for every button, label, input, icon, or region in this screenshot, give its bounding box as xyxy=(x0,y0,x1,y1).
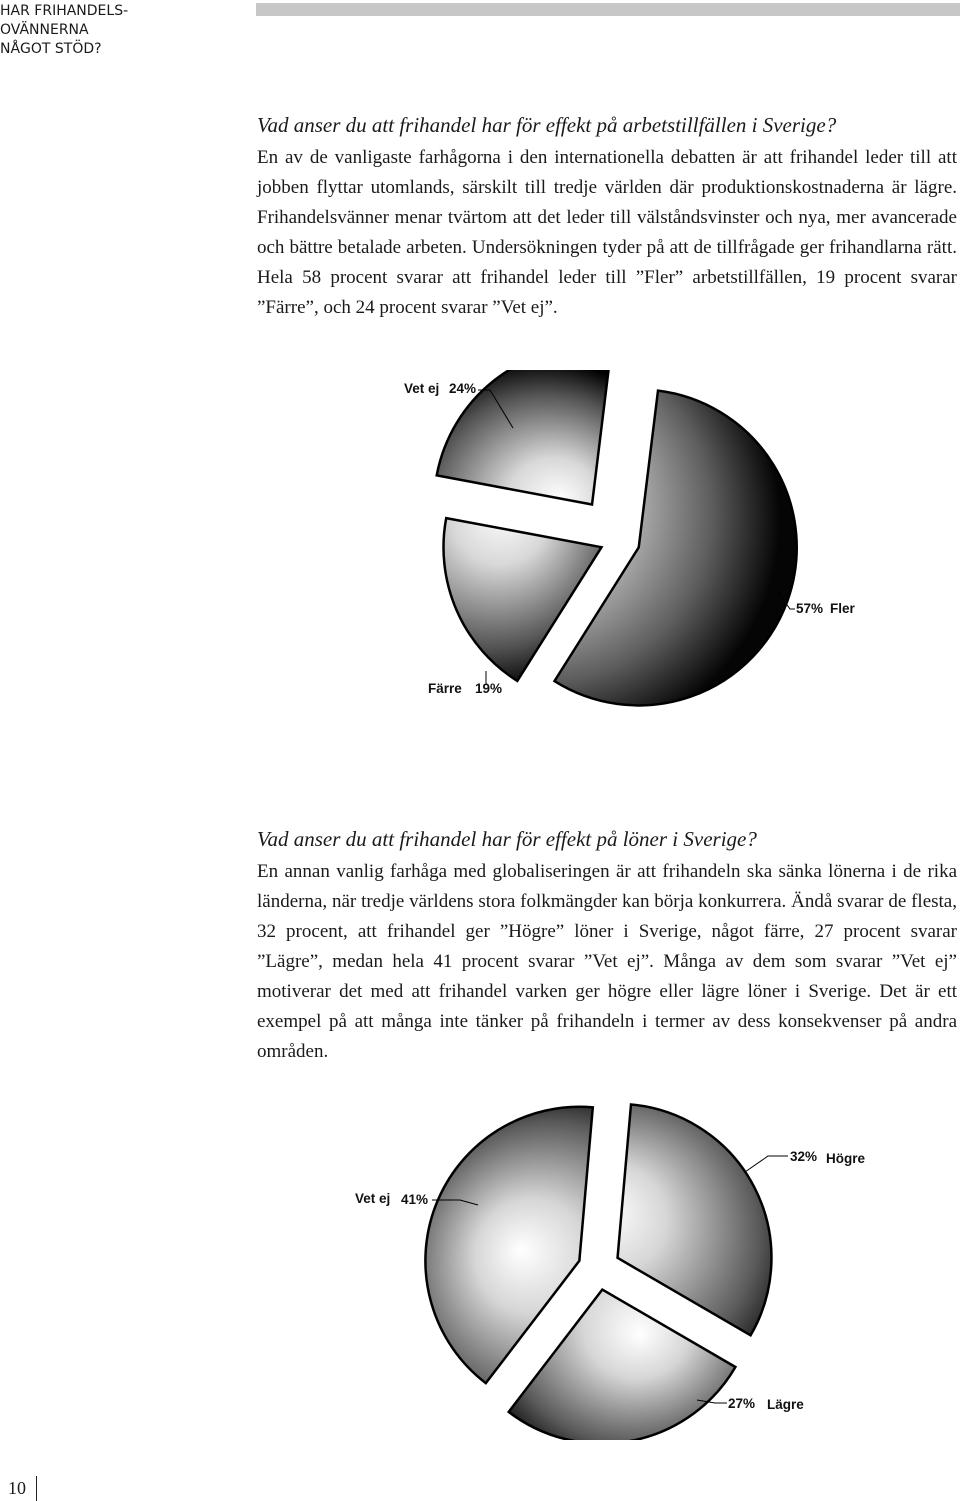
page-margin-rule xyxy=(36,1476,37,1501)
slice-value-lagre: 27% xyxy=(728,1396,756,1411)
page-number: 10 xyxy=(8,1478,26,1498)
section-heading-wages: Vad anser du att frihandel har för effekt på löner i Sverige? xyxy=(257,827,757,851)
slice-value-hogre: 32% xyxy=(790,1149,818,1164)
chapter-label-line: HAR FRIHANDELS- xyxy=(0,3,129,19)
section-body-jobs: En av de vanligaste farhågorna i den internationella debatten är att frihandel leder till att jobben flyttar utomlands, särskilt till tredje världen där produktionskostnaderna är lägre. Frihandelsvänner menar tvärtom att det leder till välståndsvinster och nya, mer avancerade och bättre betalade arbeten. Undersökningen tyder på att de tillfrågade ger frihandlarna rätt. Hela 58 procent svarar att frihandel leder till ”Fler” arbetstillfällen, 19 procent svarar ”Färre”, och 24 procent svarar ”Vet ej”. xyxy=(257,147,957,318)
section-body-wages: En annan vanlig farhåga med globaliseringen är att frihandeln ska sänka lönerna i de rika länderna, när tredje världens stora folkmängder kan börja konkurrera. Ändå svarar de flesta, 32 procent, att frihandel ger ”Högre” löner i Sverige, något färre, 27 procent svarar ”Lägre”, medan hela 41 procent svarar ”Vet ej”. Många av dem som svarar ”Vet ej” motiverar det med att frihandel varken ger högre eller lägre löner i Sverige. Det är ett exempel på att många inte tänker på frihandeln i termer av dess konsekvenser på andra områden. xyxy=(257,861,957,1062)
header-bar xyxy=(256,3,960,16)
slice-value-farre: 19% xyxy=(475,681,503,696)
section-heading-jobs: Vad anser du att frihandel har för effekt på arbetstillfällen i Sverige? xyxy=(257,113,837,137)
slice-label-vet-ej: Vet ej xyxy=(355,1191,391,1206)
slice-value-vet-ej: 24% xyxy=(449,381,477,396)
chapter-label-line: OVÄNNERNA xyxy=(0,22,89,38)
slice-label-hogre: Högre xyxy=(826,1151,866,1166)
slice-label-farre: Färre xyxy=(428,681,462,696)
slice-label-fler: Fler xyxy=(830,601,855,616)
pie-slice-hogre xyxy=(618,1105,772,1336)
slice-value-vet-ej: 41% xyxy=(401,1192,429,1207)
slice-label-vet-ej: Vet ej xyxy=(404,381,440,396)
chapter-label-line: NÅGOT STÖD? xyxy=(0,41,102,57)
slice-label-lagre: Lägre xyxy=(767,1397,804,1412)
leader-line-hogre xyxy=(745,1156,788,1172)
chapter-label xyxy=(0,2,128,59)
pie-slice-lagre xyxy=(509,1290,736,1440)
slice-value-fler: 57% xyxy=(796,601,824,616)
pie-chart-wages xyxy=(0,1100,960,1440)
pie-chart-jobs xyxy=(0,370,960,710)
